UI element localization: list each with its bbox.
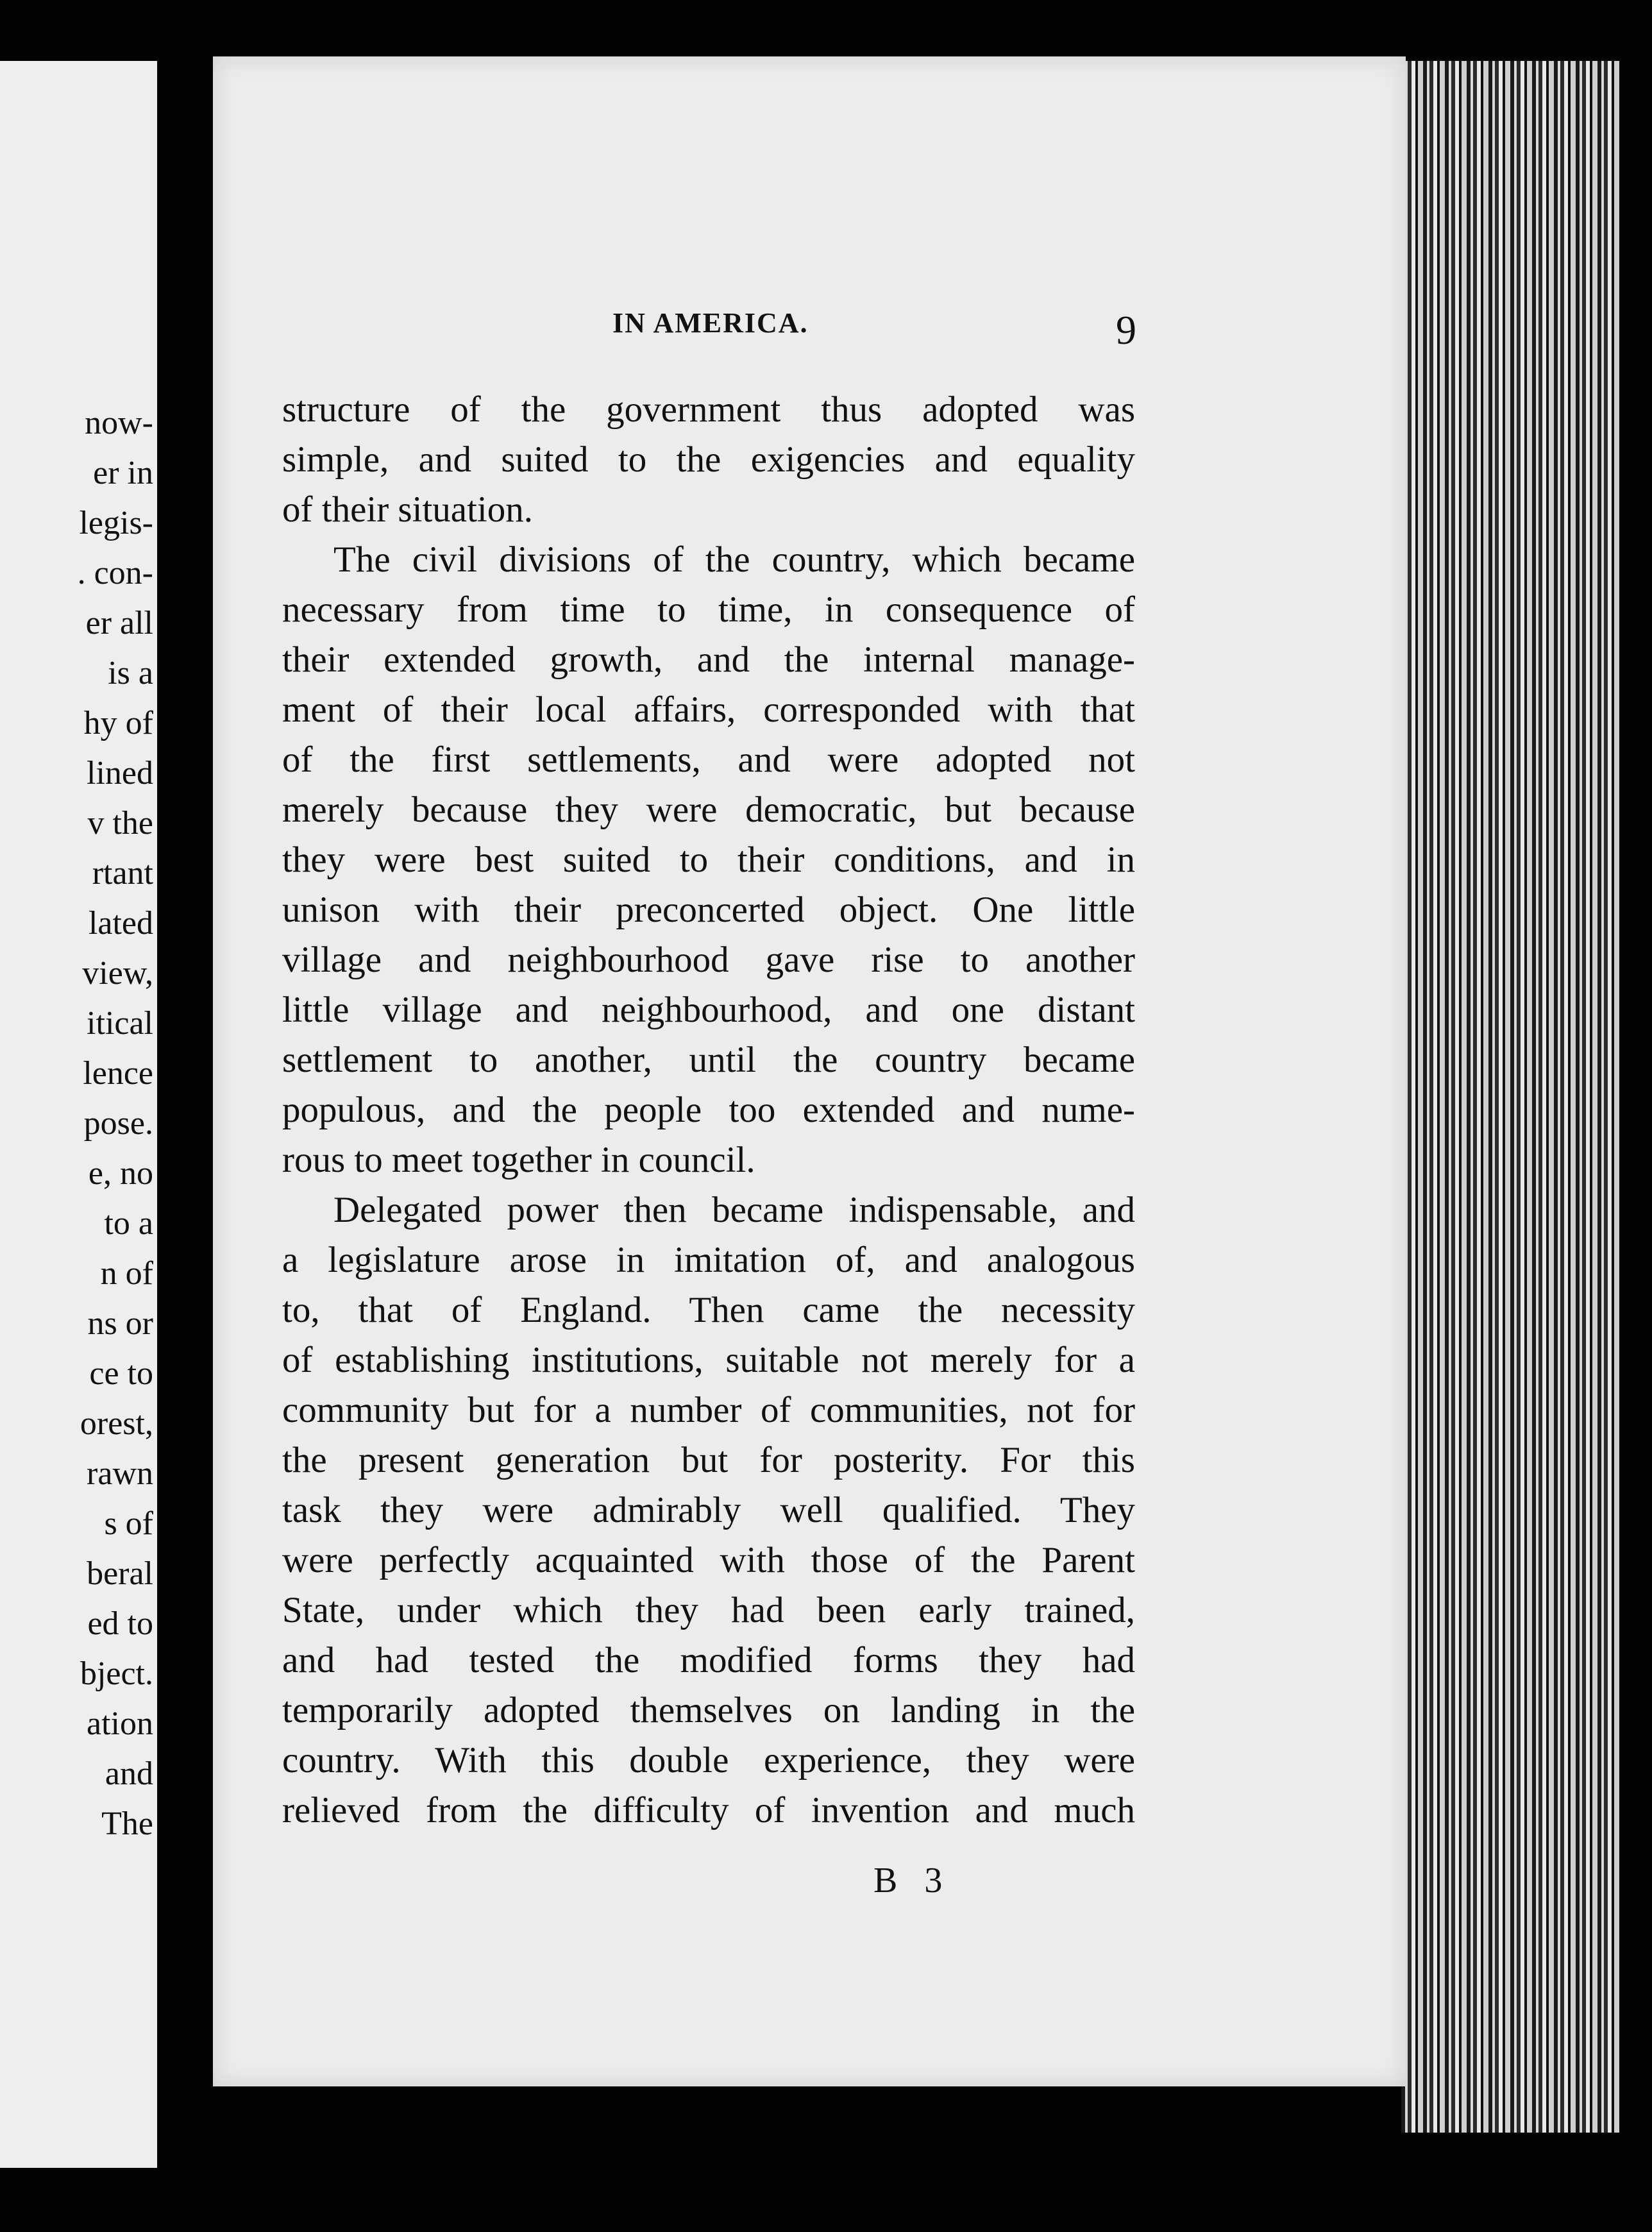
text-line: settlement to another, until the country became — [282, 1040, 1135, 1080]
left-page-line: orest, — [80, 1405, 153, 1442]
text-line: community but for a number of communities, not for — [282, 1390, 1135, 1430]
text-line: of the first settlements, and were adopted not — [282, 740, 1135, 780]
text-line: their extended growth, and the internal manage- — [282, 639, 1135, 680]
left-page-line: hy of — [83, 705, 153, 741]
left-page-line: itical — [87, 1005, 153, 1042]
text-line: relieved from the difficulty of invention and much — [282, 1790, 1135, 1830]
text-line: merely because they were democratic, but because — [282, 790, 1135, 830]
left-page-line: e, no — [88, 1155, 153, 1192]
left-page-line: view, — [82, 955, 153, 992]
left-page-line: beral — [87, 1555, 153, 1592]
text-line: the present generation but for posterity. For this — [282, 1440, 1135, 1480]
left-page-line: er in — [93, 455, 153, 491]
left-page-line: to a — [104, 1205, 153, 1242]
text-line: ment of their local affairs, corresponded with that — [282, 689, 1135, 730]
left-page-line: ns or — [87, 1305, 153, 1342]
text-line: Delegated power then became indispensable, and — [333, 1190, 1135, 1230]
text-line: State, under which they had been early trained, — [282, 1590, 1135, 1630]
text-line: necessary from time to time, in consequence of — [282, 589, 1135, 630]
left-page-line: er all — [85, 605, 153, 641]
left-page-line: lence — [83, 1055, 153, 1092]
left-page-line: v the — [87, 805, 153, 841]
text-line: they were best suited to their conditions, and in — [282, 840, 1135, 880]
left-page-line: n of — [100, 1255, 153, 1292]
left-page-line: rawn — [87, 1455, 153, 1492]
text-line: little village and neighbourhood, and one distant — [282, 990, 1135, 1030]
text-line: country. With this double experience, they were — [282, 1740, 1135, 1780]
text-line: structure of the government thus adopted was — [282, 389, 1135, 430]
signature-mark: B 3 — [873, 1861, 952, 1900]
left-page-line: lined — [87, 755, 153, 791]
text-line: of establishing institutions, suitable not merely for a — [282, 1340, 1135, 1380]
text-line: unison with their preconcerted object. One little — [282, 890, 1135, 930]
left-page-line: s of — [104, 1505, 153, 1542]
left-page-line: and — [105, 1755, 153, 1792]
previous-page — [0, 61, 157, 2168]
left-page-line: now- — [85, 405, 153, 441]
left-page-line: . con- — [77, 555, 153, 591]
text-line: a legislature arose in imitation of, and analogous — [282, 1240, 1135, 1280]
text-line: The civil divisions of the country, which became — [333, 539, 1135, 580]
text-line: task they were admirably well qualified. They — [282, 1490, 1135, 1530]
text-line: simple, and suited to the exigencies and equality — [282, 439, 1135, 480]
left-page-line: lated — [88, 905, 153, 942]
text-line: were perfectly acquainted with those of the Parent — [282, 1540, 1135, 1580]
body-text — [282, 385, 1135, 1836]
left-page-line: pose. — [83, 1105, 153, 1142]
text-line: to, that of England. Then came the necessity — [282, 1290, 1135, 1330]
left-page-line: legis- — [79, 505, 153, 541]
left-page-line: ce to — [89, 1355, 153, 1392]
running-head: IN AMERICA. — [612, 307, 809, 339]
page-number: 9 — [1116, 307, 1136, 353]
book-page-edges — [1401, 61, 1619, 2133]
left-page-line: ed to — [87, 1605, 153, 1642]
left-page-line: The — [101, 1805, 153, 1842]
text-line: and had tested the modified forms they had — [282, 1640, 1135, 1680]
left-page-line: bject. — [80, 1655, 153, 1692]
text-line: populous, and the people too extended and nume- — [282, 1090, 1135, 1130]
text-line: rous to meet together in council. — [282, 1140, 755, 1180]
left-page-line: is a — [108, 655, 153, 691]
left-page-line: ation — [87, 1705, 153, 1742]
text-line: temporarily adopted themselves on landing in the — [282, 1690, 1135, 1730]
text-line: of their situation. — [282, 489, 534, 530]
text-line: village and neighbourhood gave rise to another — [282, 940, 1135, 980]
left-page-line: rtant — [92, 855, 153, 892]
